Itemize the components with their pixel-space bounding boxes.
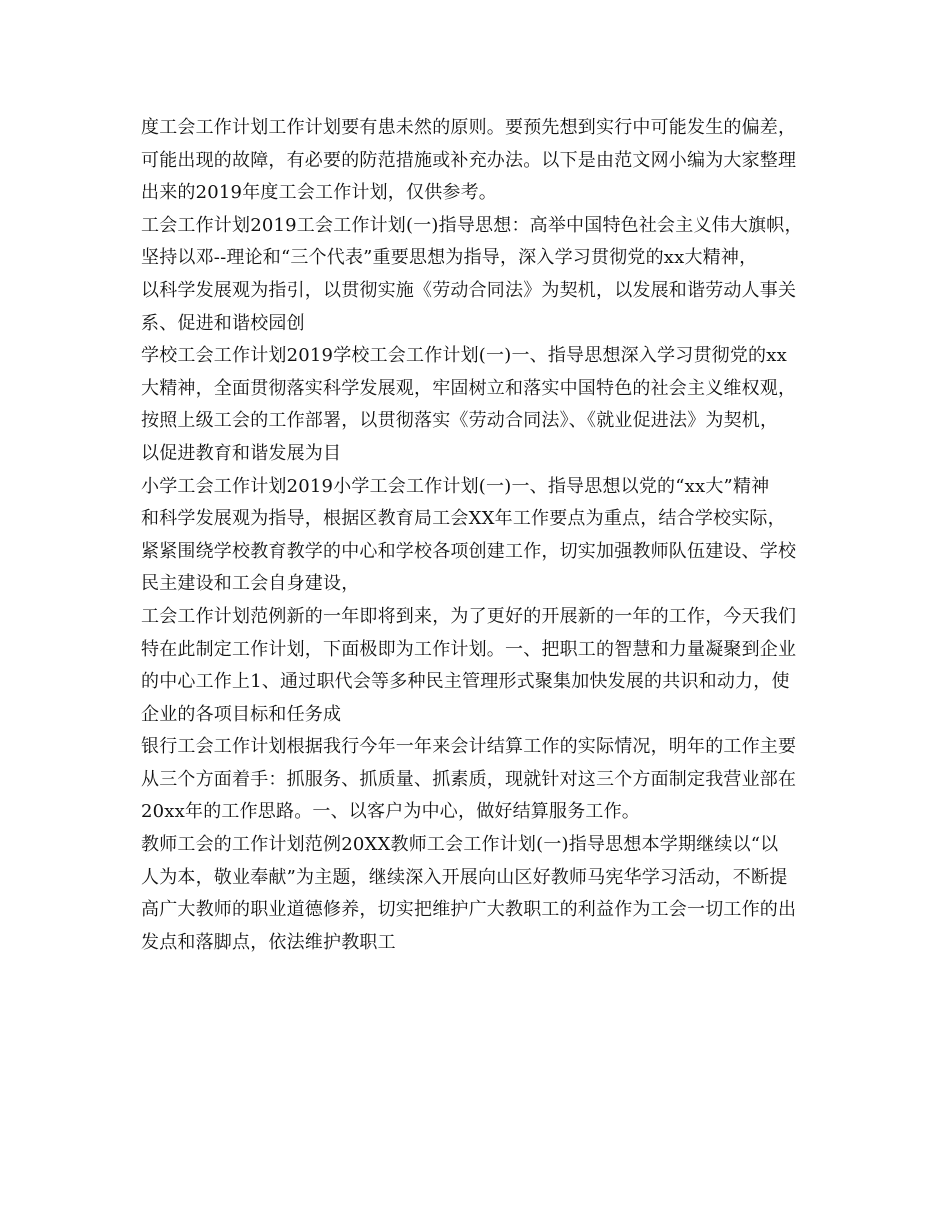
text-line: 企业的各项目标和任务成	[141, 703, 342, 725]
paragraph-union-plan	[141, 210, 816, 340]
text-line: 教师工会的工作计划范例20XX教师工会工作计划(一)指导思想本学期继续以“以	[141, 834, 779, 856]
text-line: 从三个方面着手：抓服务、抓质量、抓素质，现就针对这三个方面制定我营业部在	[141, 768, 797, 790]
text-line: 小学工会工作计划2019小学工会工作计划(一)一、指导思想以党的“xx大”精神	[141, 475, 770, 497]
text-line: 系、促进和谐校园创	[141, 312, 305, 334]
text-line: 20xx年的工作思路。一、以客户为中心，做好结算服务工作。	[141, 801, 641, 823]
text-line: 的中心工作上1、通过职代会等多种民主管理形式聚集加快发展的共识和动力，使	[141, 671, 790, 693]
text-line: 工会工作计划2019工会工作计划(一)指导思想：高举中国特色社会主义伟大旗帜，	[141, 214, 803, 236]
paragraph-school-union-plan	[141, 340, 816, 470]
text-line: 人为本，敬业奉献”为主题，继续深入开展向山区好教师马宪华学习活动，不断提	[141, 866, 788, 888]
paragraph-intro	[141, 112, 816, 210]
text-line: 工会工作计划范例新的一年即将到来，为了更好的开展新的一年的工作，今天我们	[141, 605, 797, 627]
document-body	[141, 112, 816, 959]
paragraph-bank-union-plan	[141, 731, 816, 829]
text-line: 度工会工作计划工作计划要有患未然的原则。要预先想到实行中可能发生的偏差，	[141, 117, 797, 138]
text-line: 出来的2019年度工会工作计划，仅供参考。	[141, 182, 498, 204]
text-line: 发点和落脚点，依法维护教职工	[141, 931, 396, 953]
text-line: 以科学发展观为指引，以贯彻实施《劳动合同法》为契机，以发展和谐劳动人事关	[141, 279, 797, 301]
text-line: 学校工会工作计划2019学校工会工作计划(一)一、指导思想深入学习贯彻党的xx	[141, 345, 787, 367]
paragraph-teacher-union-plan	[141, 829, 816, 959]
text-line: 大精神，全面贯彻落实科学发展观，牢固树立和落实中国特色的社会主义维权观，	[141, 377, 797, 399]
paragraph-union-plan-example	[141, 601, 816, 731]
text-line: 特在此制定工作计划，下面极即为工作计划。一、把职工的智慧和力量凝聚到企业	[141, 638, 797, 660]
text-line: 高广大教师的职业道德修养，切实把维护广大教职工的利益作为工会一切工作的出	[141, 899, 797, 921]
text-line: 按照上级工会的工作部署，以贯彻落实《劳动合同法》、《就业促进法》为契机，	[141, 410, 779, 432]
text-line: 以促进教育和谐发展为目	[141, 442, 342, 464]
text-line: 银行工会工作计划根据我行今年一年来会计结算工作的实际情况，明年的工作主要	[141, 736, 797, 758]
text-line: 坚持以邓--理论和“三个代表”重要思想为指导，深入学习贯彻党的xx大精神，	[141, 247, 758, 269]
text-line: 民主建设和工会自身建设，	[141, 573, 360, 595]
paragraph-primary-school-union-plan	[141, 471, 816, 601]
text-line: 和科学发展观为指导，根据区教育局工会XX年工作要点为重点，结合学校实际，	[141, 508, 786, 530]
text-line: 可能出现的故障，有必要的防范措施或补充办法。以下是由范文网小编为大家整理	[141, 149, 797, 171]
text-line: 紧紧围绕学校教育教学的中心和学校各项创建工作，切实加强教师队伍建设、学校	[141, 540, 797, 562]
